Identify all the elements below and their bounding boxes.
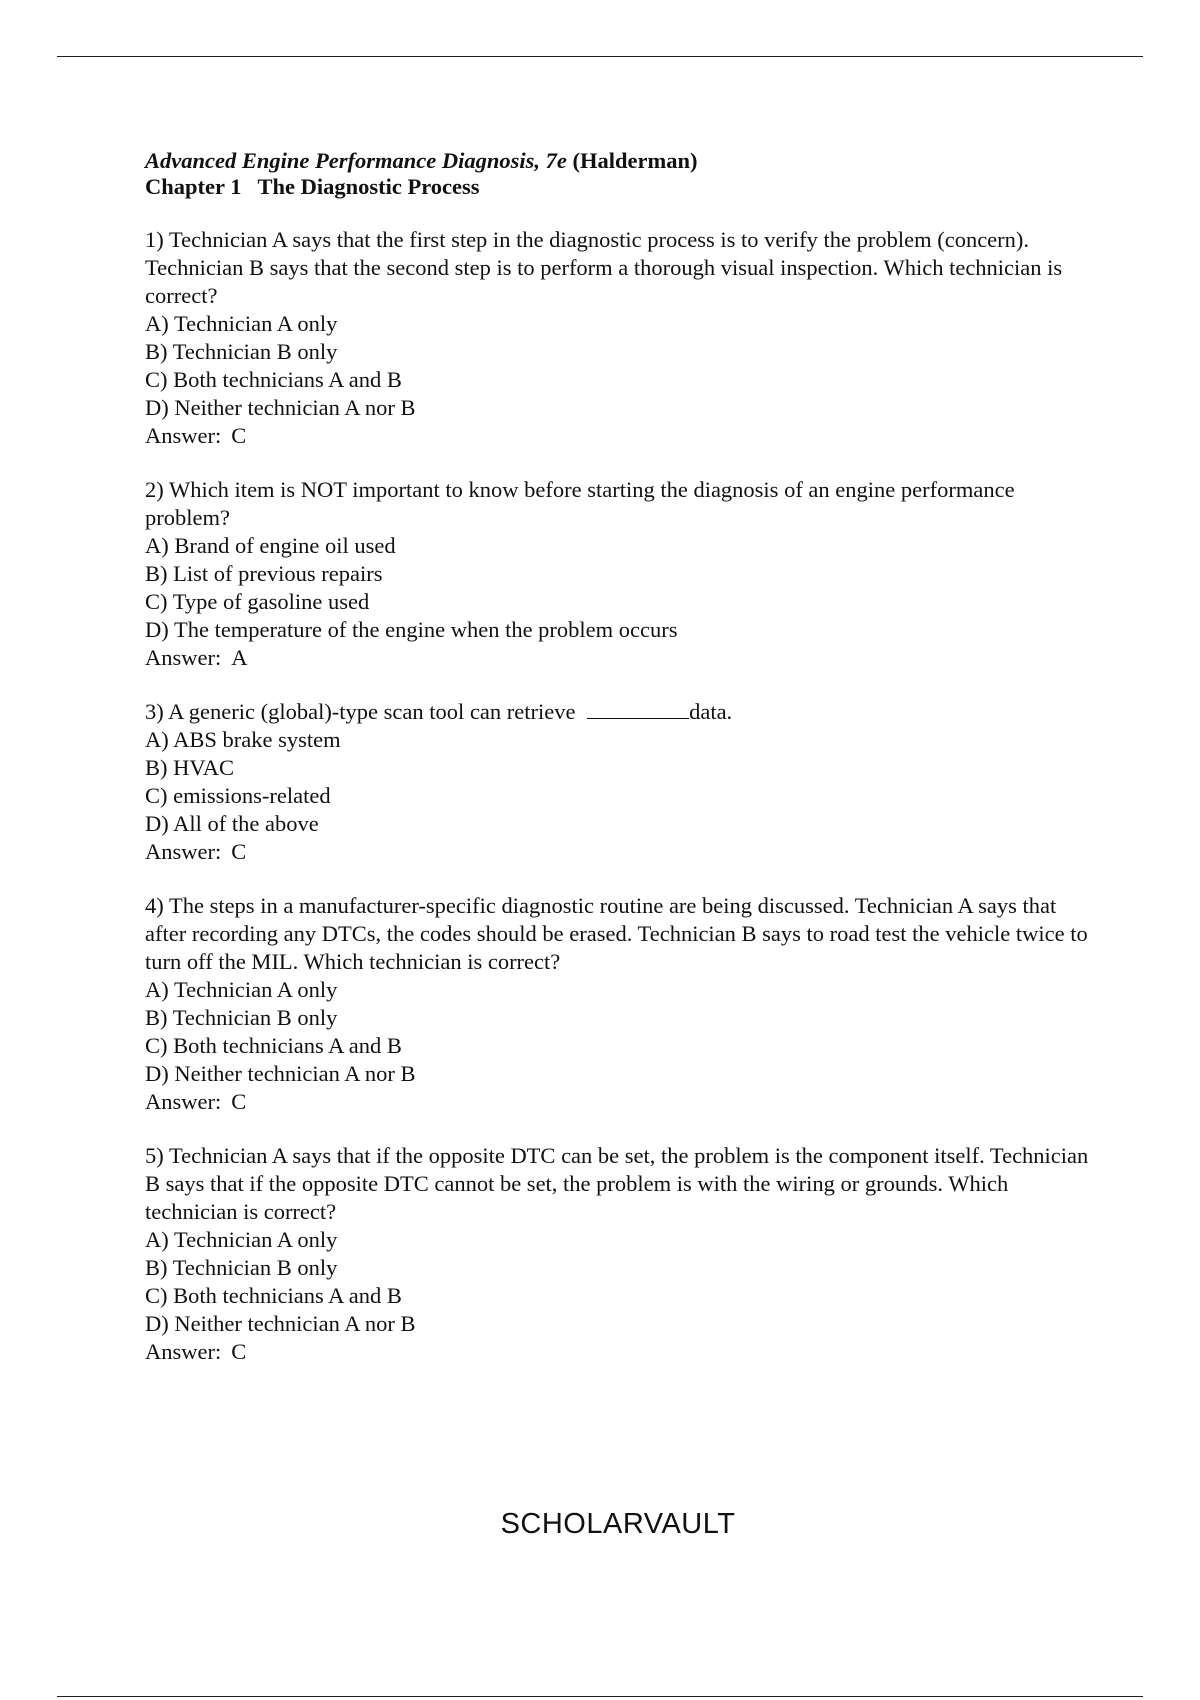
question-stem: 2) Which item is NOT important to know before starting the diagnosis of an engine performance problem? [145, 477, 1015, 530]
option-a: A) ABS brake system [145, 727, 341, 752]
chapter-title: The Diagnostic Process [257, 174, 480, 199]
option-c: C) emissions-related [145, 783, 331, 808]
answer-value: A [231, 645, 248, 670]
question-stem-end: data. [689, 699, 733, 724]
option-d: D) Neither technician A nor B [145, 395, 416, 420]
answer-value: C [231, 1089, 247, 1114]
option-d: D) The temperature of the engine when the problem occurs [145, 617, 678, 642]
answer-line [145, 422, 1095, 450]
chapter-heading [145, 174, 1095, 200]
option-a: A) Technician A only [145, 1227, 338, 1252]
footer-brand: SCHOLARVAULT [500, 1508, 736, 1540]
option-b: B) Technician B only [145, 1255, 338, 1280]
answer-line [145, 838, 1095, 866]
book-title-line [145, 148, 1095, 174]
answer-label: Answer: [145, 1089, 222, 1114]
fill-in-blank [587, 698, 689, 719]
answer-value: C [231, 423, 247, 448]
question-5 [145, 1142, 1095, 1366]
option-b: B) Technician B only [145, 1005, 338, 1030]
question-stem: 3) A generic (global)-type scan tool can retrieve [145, 699, 576, 724]
question-1 [145, 226, 1095, 450]
book-author: (Halderman) [572, 148, 698, 173]
option-b: B) Technician B only [145, 339, 338, 364]
option-a: A) Technician A only [145, 977, 338, 1002]
question-2 [145, 476, 1095, 672]
answer-line [145, 1338, 1095, 1366]
option-d: D) Neither technician A nor B [145, 1061, 416, 1086]
answer-line [145, 1088, 1095, 1116]
question-stem-line [145, 698, 1095, 726]
option-c: C) Type of gasoline used [145, 589, 370, 614]
question-stem: 1) Technician A says that the first step in the diagnostic process is to verify the problem (concern). Technician B says that the second step is to perform a thorough visual inspection. Which technician is correct? [145, 227, 1063, 308]
answer-label: Answer: [145, 839, 222, 864]
answer-label: Answer: [145, 1339, 222, 1364]
question-stem: 5) Technician A says that if the opposite DTC can be set, the problem is the component itself. Technician B says that if the opposite DTC cannot be set, the problem is with the wiring or grounds. Which technician is correct? [145, 1143, 1089, 1224]
top-rule [57, 56, 1143, 57]
document-body [145, 148, 1095, 1366]
option-d: D) Neither technician A nor B [145, 1311, 416, 1336]
option-b: B) HVAC [145, 755, 234, 780]
question-stem: 4) The steps in a manufacturer-specific diagnostic routine are being discussed. Technician A says that after recording any DTCs, the codes should be erased. Technician B says to road test the vehicle twice to turn off the MIL. Which technician is correct? [145, 893, 1088, 974]
option-c: C) Both technicians A and B [145, 1283, 402, 1308]
option-a: A) Brand of engine oil used [145, 533, 396, 558]
option-c: C) Both technicians A and B [145, 1033, 402, 1058]
book-title: Advanced Engine Performance Diagnosis, 7e [145, 148, 567, 173]
option-c: C) Both technicians A and B [145, 367, 402, 392]
bottom-rule [57, 1696, 1143, 1697]
question-3 [145, 698, 1095, 866]
option-b: B) List of previous repairs [145, 561, 383, 586]
answer-label: Answer: [145, 423, 222, 448]
chapter-label: Chapter 1 [145, 174, 242, 199]
answer-line [145, 644, 1095, 672]
option-a: A) Technician A only [145, 311, 338, 336]
answer-value: C [231, 839, 247, 864]
answer-value: C [231, 1339, 247, 1364]
option-d: D) All of the above [145, 811, 319, 836]
answer-label: Answer: [145, 645, 222, 670]
question-4 [145, 892, 1095, 1116]
